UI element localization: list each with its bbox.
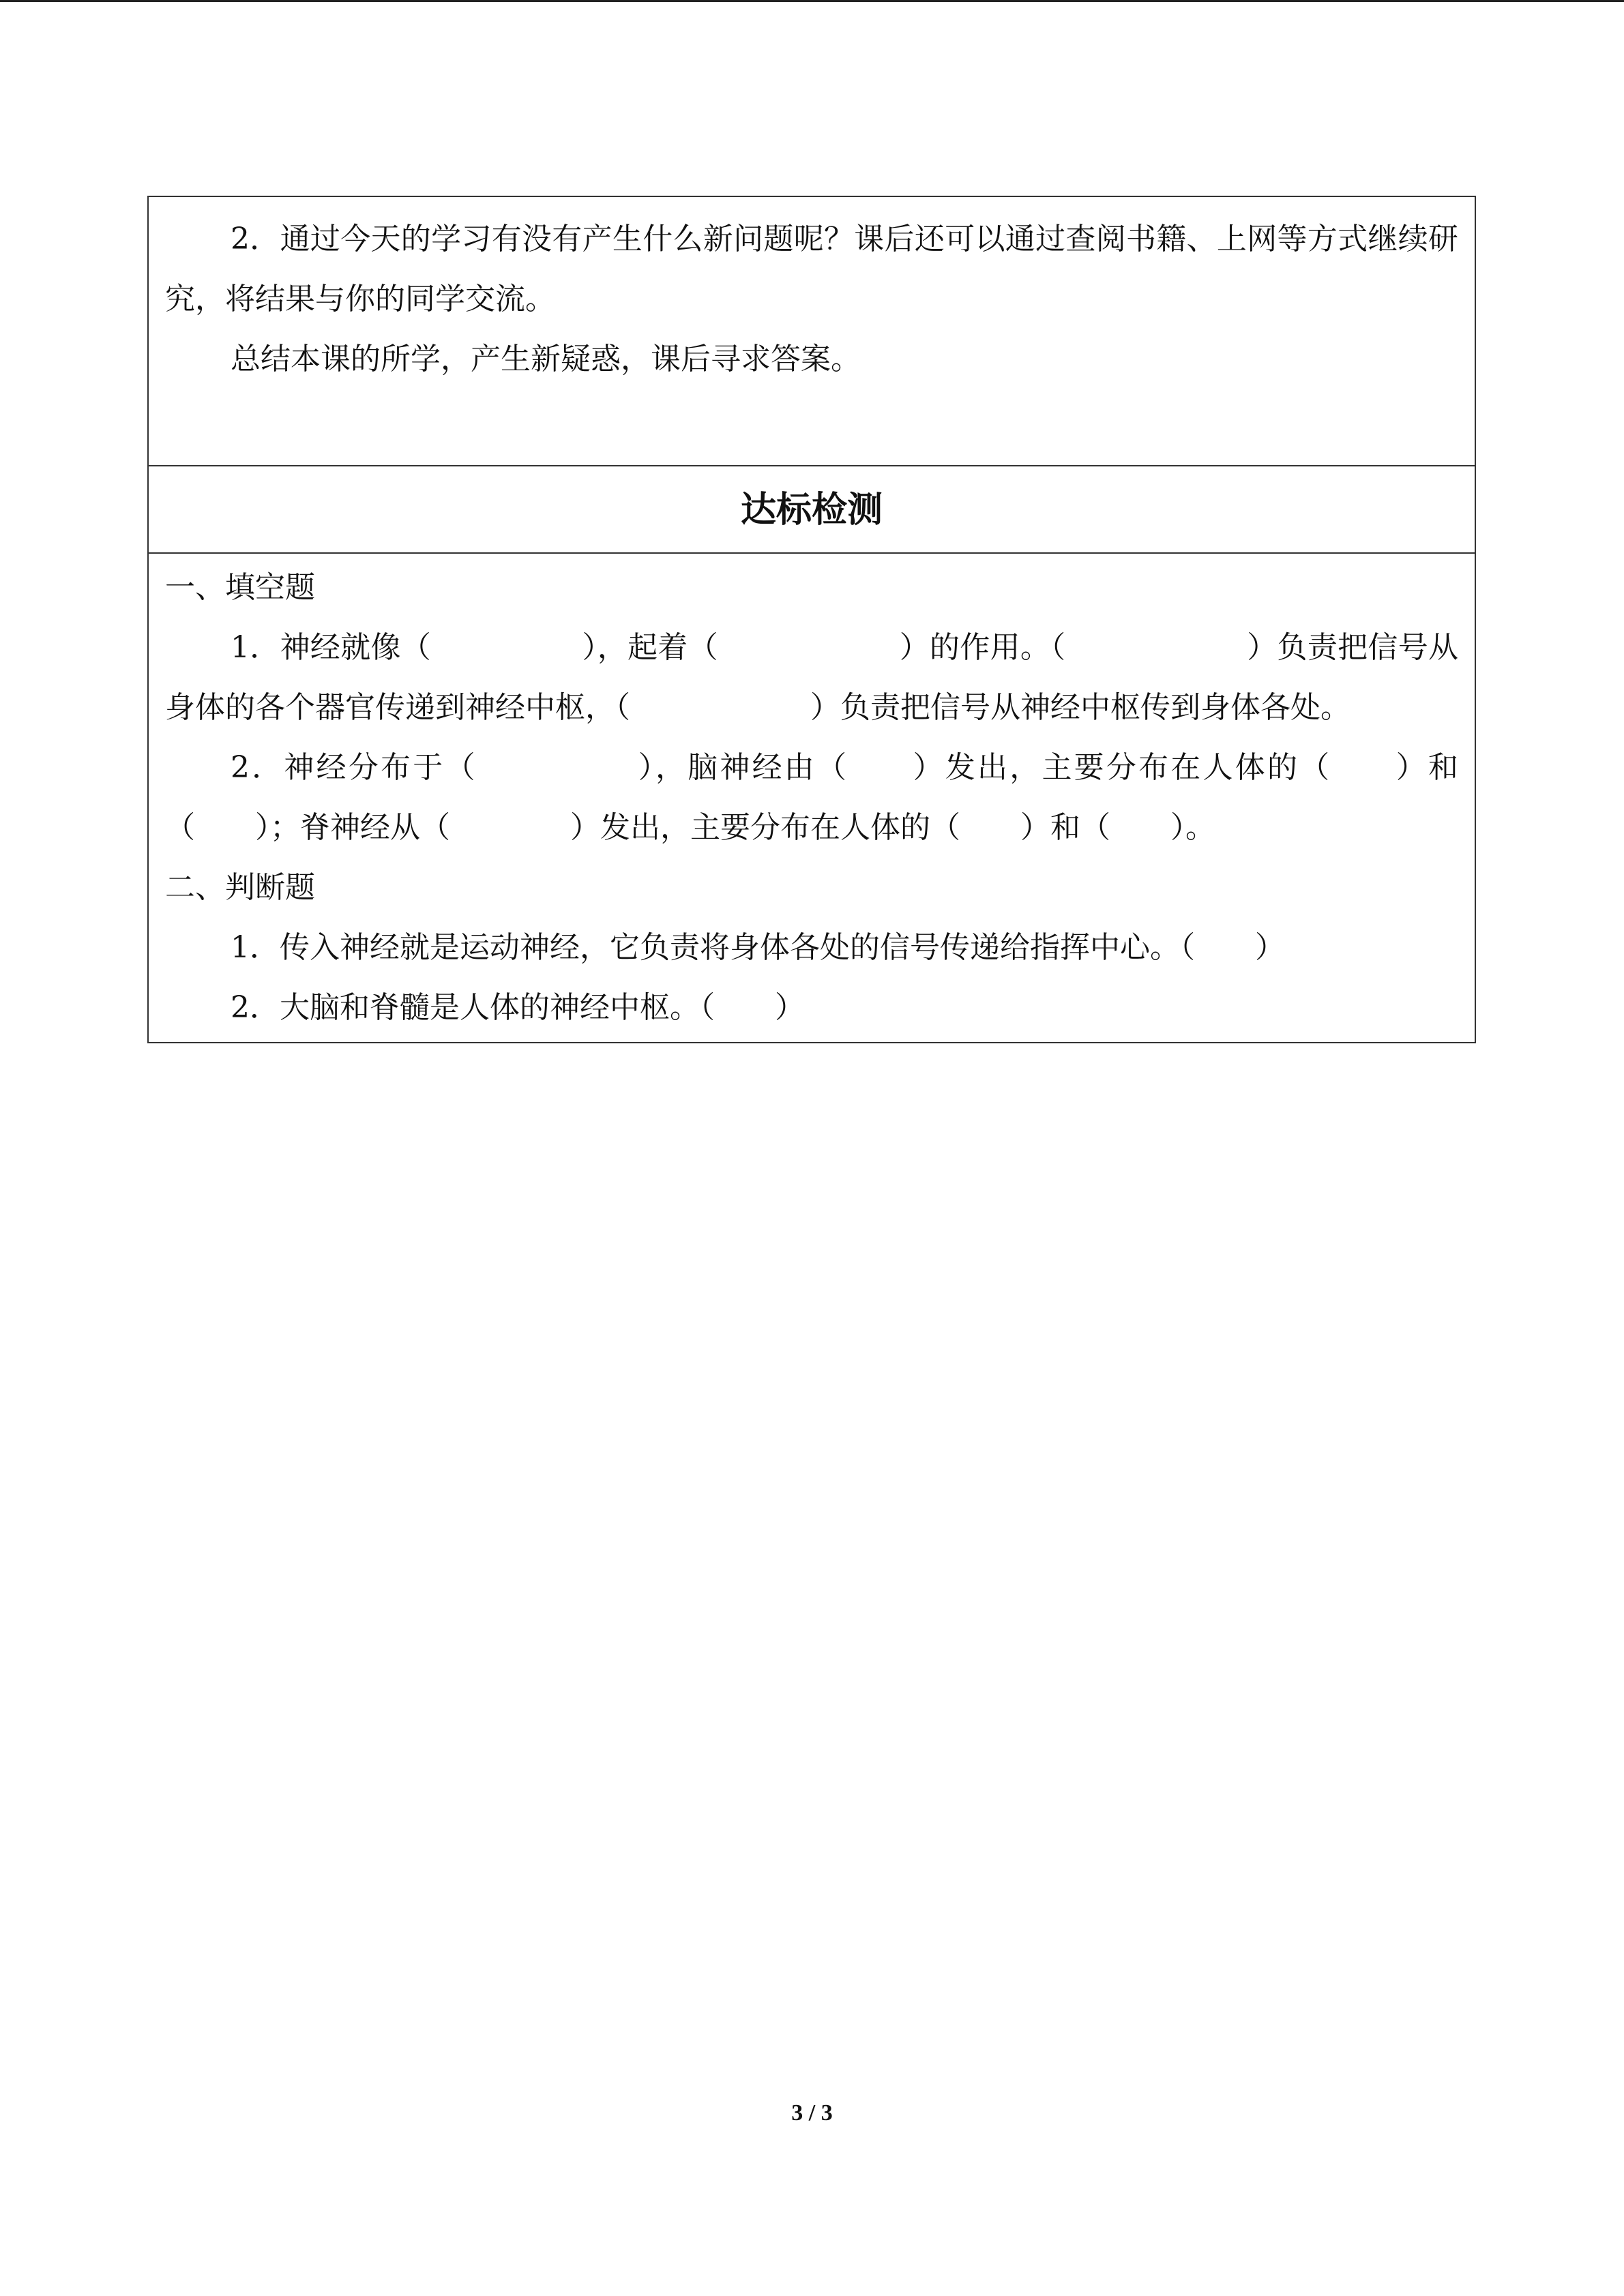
fill-blank-question-1: 1．神经就像（ ），起着（ ）的作用。（ ）负责把信号从身体的各个器官传递到神经中枢，（ ）负责把信号从神经中枢传到身体各处。 [165, 630, 1458, 725]
lesson-table [147, 196, 1476, 1043]
page-number: 3 / 3 [791, 2100, 833, 2126]
fill-blank-question-2: 2．神经分布于（ ），脑神经由（ ）发出，主要分布在人体的（ ）和（ ）；脊神经从（ ）发出，主要分布在人体的（ ）和（ ）。 [165, 750, 1458, 845]
top-border-line [0, 0, 1624, 2]
reflection-question-2: 2．通过今天的学习有没有产生什么新问题呢？课后还可以通过查阅书籍、上网等方式继续研究，将结果与你的同学交流。 [165, 222, 1458, 316]
true-false-question-1: 1．传入神经就是运动神经，它负责将身体各处的信号传递给指挥中心。（ ） [231, 930, 1285, 965]
true-false-heading: 二、判断题 [165, 870, 315, 905]
reflection-summary: 总结本课的所学，产生新疑惑，课后寻求答案。 [231, 342, 861, 376]
reflection-cell [149, 197, 1475, 465]
fill-blank-heading: 一、填空题 [165, 570, 315, 605]
assessment-title: 达标检测 [149, 465, 1475, 552]
true-false-question-2: 2．大脑和脊髓是人体的神经中枢。（ ） [231, 990, 805, 1025]
assessment-cell [149, 552, 1475, 1042]
